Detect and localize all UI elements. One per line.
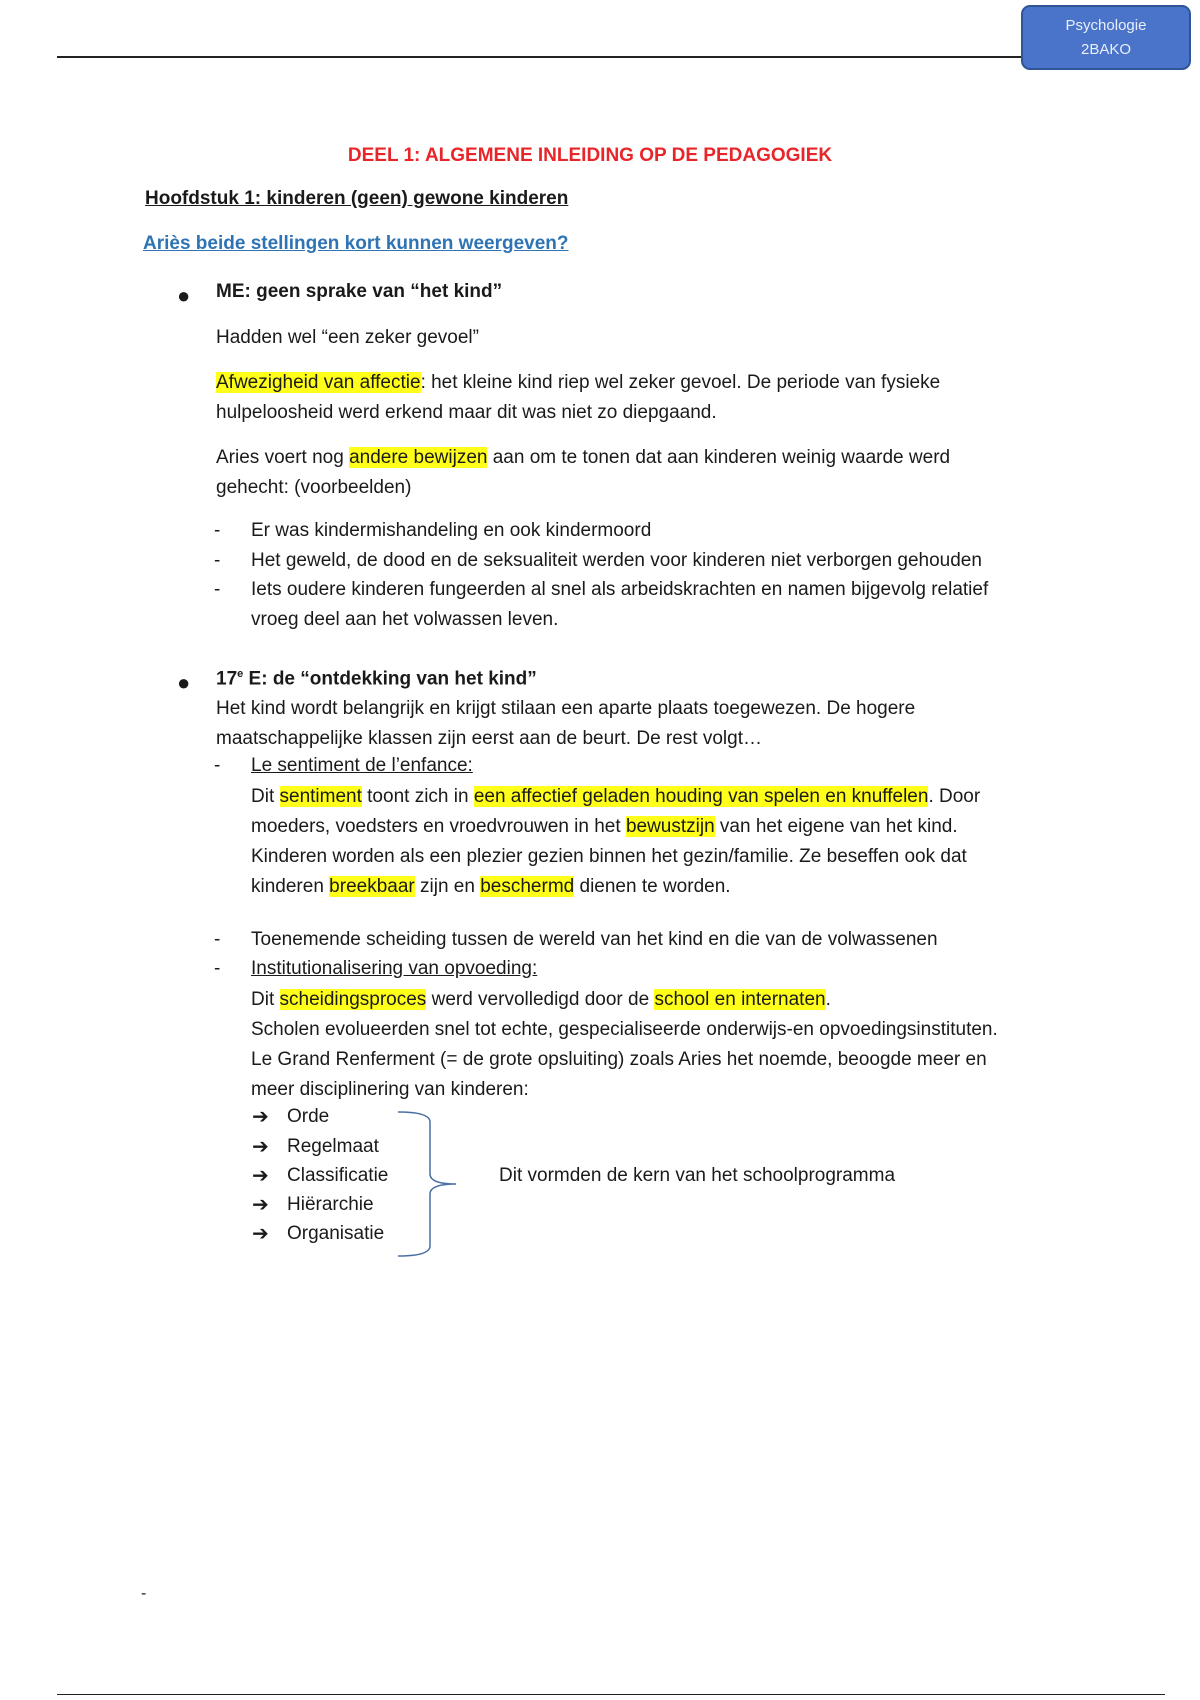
question-link[interactable]: Ariès beide stellingen kort kunnen weergeven?: [143, 233, 569, 254]
header-rule: [57, 56, 1023, 58]
dash-marker: -: [214, 579, 221, 600]
text: moeders, voedsters en vroedvrouwen in het: [251, 816, 626, 837]
highlight: scheidingsproces: [279, 989, 427, 1010]
institution-paragraph: [251, 985, 998, 1105]
text: Aries voert nog: [216, 447, 350, 468]
text: Dit: [251, 786, 280, 807]
brace-label: Dit vormden de kern van het schoolprogramma: [499, 1165, 896, 1186]
arrow-list-item: Classificatie: [287, 1165, 389, 1186]
sentiment-heading: Le sentiment de l’enfance:: [251, 755, 473, 776]
section1-heading: ME: geen sprake van “het kind”: [216, 281, 503, 302]
separation-item: Toenemende scheiding tussen de wereld van het kind en die van de volwassenen: [251, 929, 938, 950]
badge-course: Psychologie: [1065, 16, 1147, 34]
section1-paragraph-proof: [216, 443, 950, 503]
dash-marker: -: [214, 550, 221, 571]
page-title: DEEL 1: ALGEMENE INLEIDING OP DE PEDAGOGIEK: [347, 145, 833, 166]
badge-class: 2BAKO: [1080, 40, 1132, 58]
text: dienen te worden.: [574, 876, 731, 897]
highlight: Afwezigheid van affectie: [216, 372, 421, 393]
arrow-right-icon: ➔: [252, 1136, 269, 1158]
list-item-continued: vroeg deel aan het volwassen leven.: [251, 609, 559, 630]
bullet-icon: ●: [177, 670, 191, 695]
century-number: 17: [216, 668, 238, 690]
institution-heading: Institutionalisering van opvoeding:: [251, 958, 538, 979]
text: Scholen evolueerden snel tot echte, gespecialiseerde onderwijs-en opvoedingsinstituten.: [251, 1019, 998, 1040]
arrow-right-icon: ➔: [252, 1165, 269, 1187]
section1-paragraph-affection: [216, 368, 940, 428]
highlight: beschermd: [480, 876, 575, 897]
dash-marker: -: [214, 520, 221, 541]
text: gehecht: (voorbeelden): [216, 477, 412, 498]
curly-brace-icon: [390, 1108, 470, 1260]
text: meer disciplinering van kinderen:: [251, 1079, 529, 1100]
highlight: andere bewijzen: [349, 447, 488, 468]
sentiment-paragraph: [251, 782, 980, 902]
list-item: Het geweld, de dood en de seksualiteit werden voor kinderen niet verborgen gehouden: [251, 550, 982, 571]
course-badge: [1021, 5, 1191, 70]
century-suffix: e: [237, 668, 244, 680]
text: Het kind wordt belangrijk en krijgt stilaan een aparte plaats toegewezen. De hogere: [216, 698, 916, 719]
bullet-icon: ●: [177, 283, 191, 308]
text: kinderen: [251, 876, 330, 897]
dash-marker: -: [214, 755, 221, 776]
text: hulpeloosheid werd erkend maar dit was niet zo diepgaand.: [216, 402, 717, 423]
arrow-list-item: Regelmaat: [287, 1136, 379, 1157]
text: van het eigene van het kind.: [714, 816, 958, 837]
section2-heading: [216, 668, 537, 690]
highlight: bewustzijn: [625, 816, 715, 837]
dash-marker: -: [214, 958, 221, 979]
heading-text: E: de “ontdekking van het kind”: [243, 668, 537, 690]
text: zijn en: [414, 876, 481, 897]
text: . Door: [928, 786, 981, 807]
text: Dit: [251, 989, 280, 1010]
list-item: Iets oudere kinderen fungeerden al snel als arbeidskrachten en namen bijgevolg relatief: [251, 579, 989, 600]
dash-marker: -: [214, 929, 221, 950]
text: .: [825, 989, 831, 1010]
arrow-list-item: Organisatie: [287, 1223, 385, 1244]
text: Kinderen worden als een plezier gezien binnen het gezin/familie. Ze beseffen ook dat: [251, 846, 967, 867]
text: maatschappelijke klassen zijn eerst aan de beurt. De rest volgt…: [216, 728, 762, 749]
highlight: een affectief geladen houding van spelen en knuffelen: [473, 786, 929, 807]
brace-path: [398, 1112, 456, 1256]
text: toont zich in: [361, 786, 474, 807]
footer-rule: [57, 1694, 1165, 1695]
arrow-right-icon: ➔: [252, 1223, 269, 1245]
list-item: Er was kindermishandeling en ook kindermoord: [251, 520, 652, 541]
footer-dash: -: [141, 1585, 147, 1602]
text: aan om te tonen dat aan kinderen weinig waarde werd: [487, 447, 951, 468]
section2-intro: [216, 694, 915, 754]
highlight: breekbaar: [329, 876, 415, 897]
arrow-right-icon: ➔: [252, 1106, 269, 1128]
arrow-list-item: Orde: [287, 1106, 330, 1127]
text: : het kleine kind riep wel zeker gevoel. De periode van fysieke: [420, 372, 941, 393]
highlight: sentiment: [279, 786, 362, 807]
arrow-list-item: Hiërarchie: [287, 1194, 374, 1215]
section1-line: Hadden wel “een zeker gevoel”: [216, 327, 479, 348]
text: Le Grand Renferment (= de grote opsluiting) zoals Aries het noemde, beoogde meer en: [251, 1049, 987, 1070]
text: werd vervolledigd door de: [426, 989, 655, 1010]
highlight: school en internaten: [654, 989, 826, 1010]
chapter-heading: Hoofdstuk 1: kinderen (geen) gewone kinderen: [145, 188, 569, 209]
arrow-right-icon: ➔: [252, 1194, 269, 1216]
